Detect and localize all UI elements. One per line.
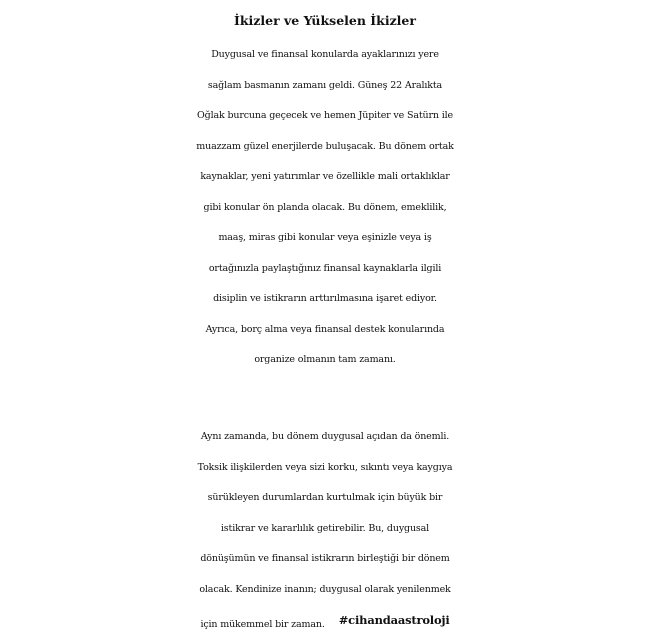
page-title: İkizler ve Yükselen İkizler — [234, 13, 416, 28]
text-line: Toksik ilişkilerden veya sizi korku, sıkıntı veya kaygıya — [197, 461, 453, 473]
text-line: muazzam güzel enerjilerde buluşacak. Bu dönem ortak — [196, 140, 454, 152]
text-line: sağlam basmanın zamanı geldi. Güneş 22 Aralıkta — [207, 79, 443, 91]
text-line: gibi konular ön planda olacak. Bu dönem, emeklilik, — [203, 201, 447, 213]
text-line: olacak. Kendinize inanın; duygusal olarak yenilenmek — [199, 583, 451, 595]
text-line: Ayrıca, borç alma veya finansal destek konularında — [205, 323, 445, 335]
last-text-line — [0, 605, 650, 636]
text-line: Oğlak burcuna geçecek ve hemen Jüpiter ve Satürn ile — [197, 110, 453, 121]
text-line: maaş, miras gibi konular veya eşinizle veya iş — [218, 232, 432, 243]
text-line: ortağınızla paylaştığınız finansal kaynaklarla ilgili — [208, 262, 442, 274]
text-line: kaynaklar, yeni yatırımlar ve özellikle mali ortaklıklar — [200, 171, 450, 182]
text-line: disiplin ve istikrarın arttırılmasına işaret ediyor. — [213, 293, 437, 304]
text-line: organize olmanın tam zamanı. — [254, 354, 396, 365]
last-line-text: için mükemmel bir zaman. — [200, 619, 325, 630]
hashtag-watermark: #cihandaastroloji — [338, 613, 450, 627]
paragraph-1 — [0, 40, 650, 376]
text-line: dönüşümün ve finansal istikrarın birleştiği bir dönem — [200, 553, 450, 564]
text-line: sürükleyen durumlardan kurtulmak için büyük bir — [207, 492, 443, 503]
text-line: Duygusal ve finansal konularda ayaklarınızı yere — [211, 49, 439, 60]
paragraph-2 — [0, 422, 650, 636]
text-line: Aynı zamanda, bu dönem duygusal açıdan da önemli. — [200, 431, 450, 442]
text-line: istikrar ve kararlılık getirebilir. Bu, duygusal — [220, 522, 430, 534]
